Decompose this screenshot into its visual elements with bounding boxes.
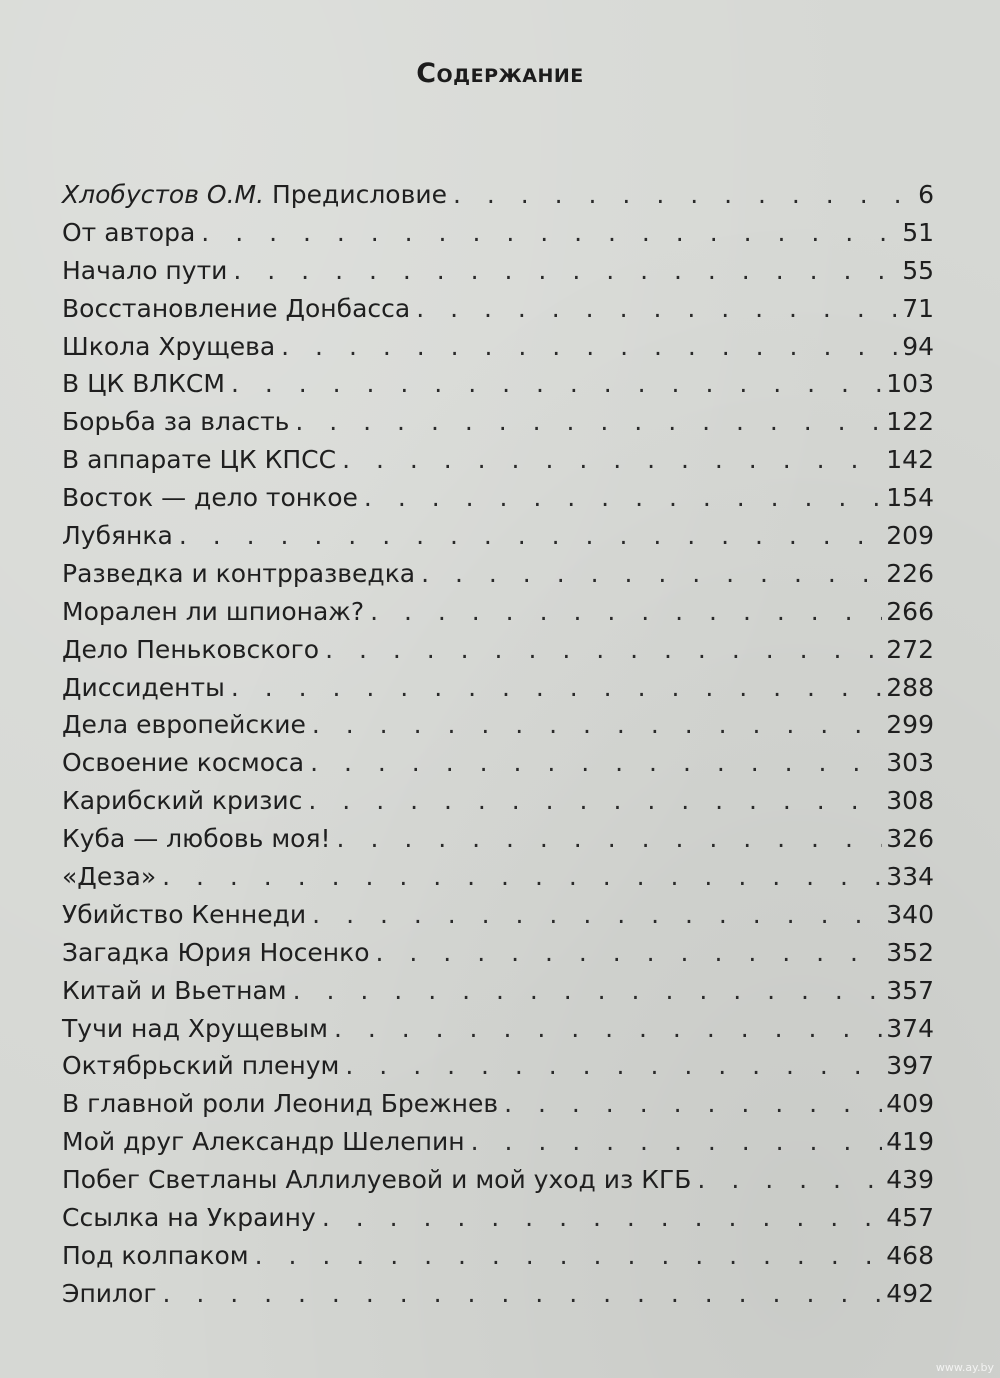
dot-leader [162, 858, 882, 896]
toc-entry [62, 1047, 934, 1085]
dot-leader [453, 176, 914, 214]
toc-entry [62, 403, 934, 441]
dot-leader [337, 820, 883, 858]
toc-entry [62, 1123, 934, 1161]
toc-entry-page: 468 [886, 1240, 934, 1270]
dot-leader [231, 365, 882, 403]
toc-entry [62, 365, 934, 403]
toc-entry [62, 593, 934, 631]
toc-entry-title: Мой друг Александр Шелепин [62, 1127, 465, 1157]
toc-entry-page: 71 [902, 293, 934, 323]
toc-entry-page: 142 [886, 445, 934, 475]
toc-entry-title: Школа Хрущева [62, 331, 276, 361]
toc-entry-page: 122 [886, 407, 934, 437]
dot-leader [370, 593, 882, 631]
toc-entry-page: 409 [886, 1089, 934, 1119]
dot-leader [295, 403, 882, 441]
toc-entry-page: 419 [886, 1127, 934, 1157]
toc-entry-title: Морален ли шпионаж? [62, 596, 365, 626]
toc-entry [62, 1161, 934, 1199]
dot-leader [179, 517, 882, 555]
site-watermark: www.ay.by [935, 1361, 994, 1374]
toc-entry-page: 51 [902, 217, 934, 247]
toc-entry-page: 352 [886, 937, 934, 967]
dot-leader [233, 252, 898, 290]
toc-entry-title: В аппарате ЦК КПСС [62, 445, 337, 475]
toc-entry-title: Октябрьский пленум [62, 1051, 340, 1081]
toc-entry [62, 1275, 934, 1313]
toc-entry [62, 782, 934, 820]
dot-leader [310, 744, 882, 782]
toc-entry-title: Китай и Вьетнам [62, 975, 287, 1005]
dot-leader [504, 1085, 882, 1123]
toc-entry-title: «Деза» [62, 862, 157, 892]
toc-entry-page: 340 [886, 899, 934, 929]
dot-leader [281, 328, 898, 366]
toc-entry-title: Тучи над Хрущевым [62, 1013, 328, 1043]
toc-entry-page: 457 [886, 1203, 934, 1233]
toc-entry-page: 6 [918, 180, 934, 209]
toc-entry [62, 820, 934, 858]
toc-entry-title: Лубянка [62, 521, 173, 551]
toc-entry-author: Хлобустов О.М. [62, 180, 265, 209]
dot-leader [312, 896, 882, 934]
toc-entry-title: Борьба за власть [62, 407, 290, 437]
toc-entry-title: Побег Светланы Аллилуевой и мой уход из КГБ [62, 1165, 692, 1195]
toc-entry-title: Дела европейские [62, 710, 306, 740]
toc-entry [62, 555, 934, 593]
dot-leader [364, 479, 882, 517]
toc-entry [62, 1237, 934, 1275]
toc-entry [62, 896, 934, 934]
toc-entry-title: В ЦК ВЛКСМ [62, 369, 225, 399]
toc-entry-title: Убийство Кеннеди [62, 899, 307, 929]
toc-entry-title: Освоение космоса [62, 748, 305, 778]
toc-entry-title: Дело Пеньковского [62, 634, 320, 664]
toc-entry-page: 303 [886, 748, 934, 778]
toc-entry-title: Эпилог [62, 1278, 157, 1308]
dot-leader [325, 631, 882, 669]
dot-leader [421, 555, 882, 593]
toc-entry-title: От автора [62, 217, 196, 247]
toc-entry-title: Восток — дело тонкое [62, 483, 358, 513]
dot-leader [255, 1237, 883, 1275]
toc-entry [62, 744, 934, 782]
toc-entry-page: 308 [886, 786, 934, 816]
dot-leader [471, 1123, 883, 1161]
toc-entry-title: Ссылка на Украину [62, 1203, 316, 1233]
toc-entry-page: 272 [886, 634, 934, 664]
toc-entry-page: 374 [886, 1013, 934, 1043]
toc-entry-page: 299 [886, 710, 934, 740]
toc-entry [62, 214, 934, 252]
toc-entry-page: 326 [886, 824, 934, 854]
toc-entry-title: В главной роли Леонид Брежнев [62, 1089, 499, 1119]
toc-entry-title: Карибский кризис [62, 786, 303, 816]
toc-entry [62, 631, 934, 669]
toc-entry-page: 334 [886, 862, 934, 892]
toc-entry [62, 934, 934, 972]
toc-entry [62, 290, 934, 328]
toc-entry-page: 103 [886, 369, 934, 399]
dot-leader [308, 782, 882, 820]
dot-leader [345, 1047, 882, 1085]
toc-entry [62, 1010, 934, 1048]
dot-leader [416, 290, 898, 328]
toc-entry [62, 1085, 934, 1123]
toc-entry [62, 252, 934, 290]
toc-entry-title: Начало пути [62, 255, 228, 285]
toc-entry [62, 517, 934, 555]
toc-entry [62, 669, 934, 707]
toc-entry-page: 226 [886, 558, 934, 588]
toc-entry-title [62, 176, 447, 214]
toc-entry-page: 397 [886, 1051, 934, 1081]
toc-entry-page: 94 [902, 331, 934, 361]
toc-entry-page: 288 [886, 672, 934, 702]
dot-leader [334, 1010, 882, 1048]
toc-entry [62, 479, 934, 517]
toc-entry-title: Загадка Юрия Носенко [62, 937, 370, 967]
toc-entry-page: 357 [886, 975, 934, 1005]
contents-heading: Содержание [416, 58, 584, 89]
dot-leader [322, 1199, 882, 1237]
toc-entry-page: 154 [886, 483, 934, 513]
toc-entry-page: 492 [886, 1278, 934, 1308]
dot-leader [312, 706, 882, 744]
dot-leader [231, 669, 882, 707]
toc-entry [62, 858, 934, 896]
toc-entry [62, 1199, 934, 1237]
dot-leader [376, 934, 883, 972]
toc-entry-title: Куба — любовь моя! [62, 824, 331, 854]
toc-entry-page: 439 [886, 1165, 934, 1195]
toc-entry [62, 176, 934, 214]
toc-entry-title: Под колпаком [62, 1240, 249, 1270]
dot-leader [162, 1275, 882, 1313]
toc-entry-title: Диссиденты [62, 672, 225, 702]
toc-entry [62, 972, 934, 1010]
toc-entry-page: 55 [902, 255, 934, 285]
table-of-contents [62, 176, 934, 1313]
toc-entry [62, 441, 934, 479]
toc-entry-title: Восстановление Донбасса [62, 293, 411, 323]
dot-leader [293, 972, 883, 1010]
toc-entry-page: 266 [886, 596, 934, 626]
dot-leader [201, 214, 898, 252]
toc-entry-page: 209 [886, 521, 934, 551]
toc-entry [62, 328, 934, 366]
toc-entry-title-text: Предисловие [272, 180, 447, 209]
toc-entry [62, 706, 934, 744]
dot-leader [697, 1161, 882, 1199]
toc-entry-title: Разведка и контрразведка [62, 558, 416, 588]
dot-leader [342, 441, 882, 479]
